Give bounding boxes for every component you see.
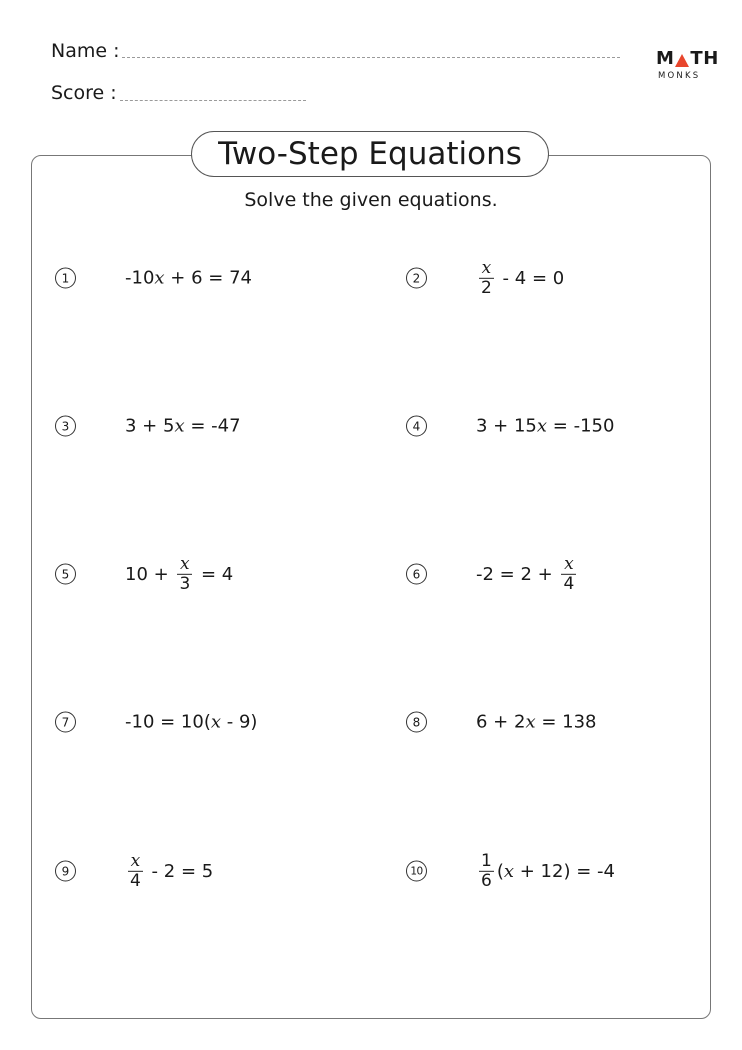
fraction-denominator: 2 (481, 277, 492, 298)
equation-text: -10 (125, 267, 155, 289)
fraction-denominator: 4 (563, 573, 575, 594)
equation (476, 259, 564, 297)
fraction-numerator: x (130, 850, 141, 871)
equation-text: 6 + 2 (476, 711, 526, 733)
problem-number: 7 (55, 712, 76, 733)
fraction-denominator: 3 (179, 573, 191, 594)
variable: x (525, 711, 536, 733)
problem-number: 1 (55, 268, 76, 289)
problem-1 (55, 258, 355, 298)
variable: x (536, 415, 548, 437)
problem-6 (406, 554, 706, 594)
problem-number: 9 (55, 861, 76, 882)
equation-text: 3 + 15 (476, 415, 537, 437)
problem-number: 8 (406, 712, 427, 733)
problem-5 (55, 554, 355, 594)
problem-number: 4 (406, 416, 427, 437)
worksheet-title: Two-Step Equations (191, 131, 549, 177)
problem-number: 6 (406, 564, 427, 585)
fraction-numerator: x (481, 257, 492, 278)
fraction (177, 555, 192, 593)
math-monks-logo (656, 50, 718, 81)
problem-10 (406, 851, 706, 891)
problem-number: 2 (406, 268, 427, 289)
equation-text: = -47 (184, 415, 241, 437)
score-line[interactable] (120, 100, 306, 101)
fraction-denominator: 4 (130, 870, 141, 891)
problem-7 (55, 702, 355, 742)
triangle-icon (675, 54, 689, 67)
equation-text: = 4 (195, 563, 234, 585)
variable: x (174, 415, 185, 437)
equation-text: = 138 (535, 711, 597, 733)
variable: x (503, 860, 515, 882)
variable: x (154, 267, 165, 289)
equation (125, 555, 233, 593)
equation-text: 3 + 5 (125, 415, 175, 437)
instructions: Solve the given equations. (244, 189, 498, 211)
fraction (561, 555, 576, 593)
equation-text: ( (496, 860, 504, 882)
logo-text-monks: MONKS (658, 71, 701, 81)
equation-text: - 9) (221, 711, 258, 733)
fraction-denominator: 6 (481, 870, 492, 891)
equation (125, 852, 213, 890)
problem-8 (406, 702, 706, 742)
fraction (479, 259, 494, 297)
equation-text: 10 + (125, 563, 175, 585)
equation-text: -2 = 2 + (476, 563, 559, 585)
equation (476, 416, 614, 437)
problem-number: 3 (55, 416, 76, 437)
logo-text-th: TH (690, 48, 719, 69)
logo-text-m: M (656, 48, 675, 69)
score-label: Score : (51, 82, 117, 104)
problem-number: 5 (55, 564, 76, 585)
name-line[interactable] (122, 57, 620, 58)
problem-2 (406, 258, 706, 298)
fraction (128, 852, 143, 890)
fraction-numerator: x (564, 553, 574, 574)
problem-3 (55, 406, 355, 446)
equation (476, 555, 579, 593)
equation-text: + 6 = 74 (164, 267, 252, 289)
fraction-numerator: 1 (481, 850, 492, 871)
name-label: Name : (51, 40, 120, 62)
equation-text: - 2 = 5 (145, 860, 214, 882)
problem-9 (55, 851, 355, 891)
equation (125, 268, 252, 289)
problem-number: 10 (406, 861, 427, 882)
equation (476, 852, 615, 890)
equation-text: - 4 = 0 (496, 267, 565, 289)
equation-text: -10 = 10( (125, 711, 211, 733)
equation (476, 712, 596, 733)
equation-text: + 12) = -4 (514, 860, 615, 882)
equation (125, 416, 241, 437)
variable: x (210, 711, 222, 733)
equation (125, 712, 257, 733)
fraction-numerator: x (180, 553, 190, 574)
problem-4 (406, 406, 706, 446)
fraction (479, 852, 494, 890)
equation-text: = -150 (547, 415, 615, 437)
